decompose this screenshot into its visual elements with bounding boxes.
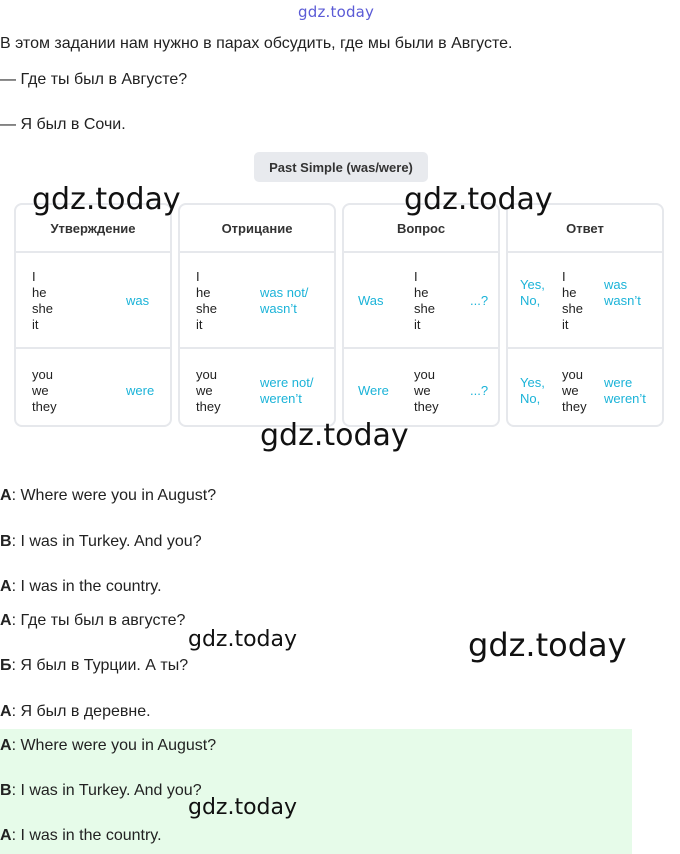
- dialog-line-ru: Б: Я был в Турции. А ты?: [0, 657, 189, 674]
- column-question: [342, 203, 500, 427]
- intro-text: В этом задании нам нужно в парах обсудить, где мы были в Августе.: [0, 35, 513, 52]
- header-negative: Отрицание: [180, 205, 334, 253]
- intro-question: — Где ты был в Августе?: [0, 71, 188, 88]
- intro-answer: — Я был в Сочи.: [0, 116, 126, 133]
- table-cell: [508, 349, 662, 443]
- dialog-line: A: Where were you in August?: [0, 487, 217, 504]
- column-answer: [506, 203, 664, 427]
- dialog-line: B: I was in Turkey. And you?: [0, 533, 202, 550]
- table-cell: [16, 253, 170, 349]
- verb-form: were weren’t: [604, 375, 646, 406]
- verb-form: was wasn’t: [604, 277, 641, 308]
- watermark: gdz.today: [188, 795, 298, 820]
- table-cell: [344, 253, 498, 349]
- answer-prefix: Yes, No,: [520, 375, 545, 406]
- dialog-line: A: I was in the country.: [0, 578, 162, 595]
- table-caption: Past Simple (was/were): [254, 152, 428, 182]
- verb-form: Was: [358, 293, 384, 308]
- answer-prefix: Yes, No,: [520, 277, 545, 308]
- table-cell: [508, 253, 662, 349]
- dialog-line: B: I was in Turkey. And you?: [0, 782, 202, 799]
- grammar-table: [14, 203, 666, 429]
- watermark: gdz.today: [260, 418, 409, 453]
- watermark: gdz.today: [404, 182, 553, 217]
- verb-form: was not/ wasn’t: [260, 285, 309, 316]
- pronoun-list: I he she it: [414, 269, 435, 332]
- pronoun-list: I he she it: [32, 269, 53, 332]
- header-question: Вопрос: [344, 205, 498, 253]
- question-ending: ...?: [470, 383, 489, 398]
- verb-form: was: [126, 293, 150, 308]
- column-negative: [178, 203, 336, 427]
- verb-form: Were: [358, 383, 389, 398]
- table-cell: [16, 349, 170, 443]
- verb-form: were not/ weren’t: [260, 375, 314, 406]
- header-answer: Ответ: [508, 205, 662, 253]
- question-ending: ...?: [470, 293, 489, 308]
- pronoun-list: I he she it: [562, 269, 583, 332]
- pronoun-list: you we they: [562, 367, 587, 414]
- verb-form: were: [126, 383, 155, 398]
- header-affirmative: Утверждение: [16, 205, 170, 253]
- dialog-line: A: I was in the country.: [0, 827, 162, 844]
- dialog-line: A: Where were you in August?: [0, 737, 217, 754]
- pronoun-list: you we they: [196, 367, 221, 414]
- pronoun-list: you we they: [414, 367, 439, 414]
- column-affirmative: [14, 203, 172, 427]
- table-cell: [180, 253, 334, 349]
- site-logo[interactable]: gdz.today: [298, 3, 375, 21]
- watermark: gdz.today: [468, 626, 627, 664]
- watermark: gdz.today: [32, 182, 181, 217]
- pronoun-list: you we they: [32, 367, 57, 414]
- dialog-line-ru: А: Где ты был в августе?: [0, 612, 186, 629]
- watermark: gdz.today: [188, 627, 298, 652]
- dialog-line-ru: А: Я был в деревне.: [0, 703, 151, 720]
- pronoun-list: I he she it: [196, 269, 217, 332]
